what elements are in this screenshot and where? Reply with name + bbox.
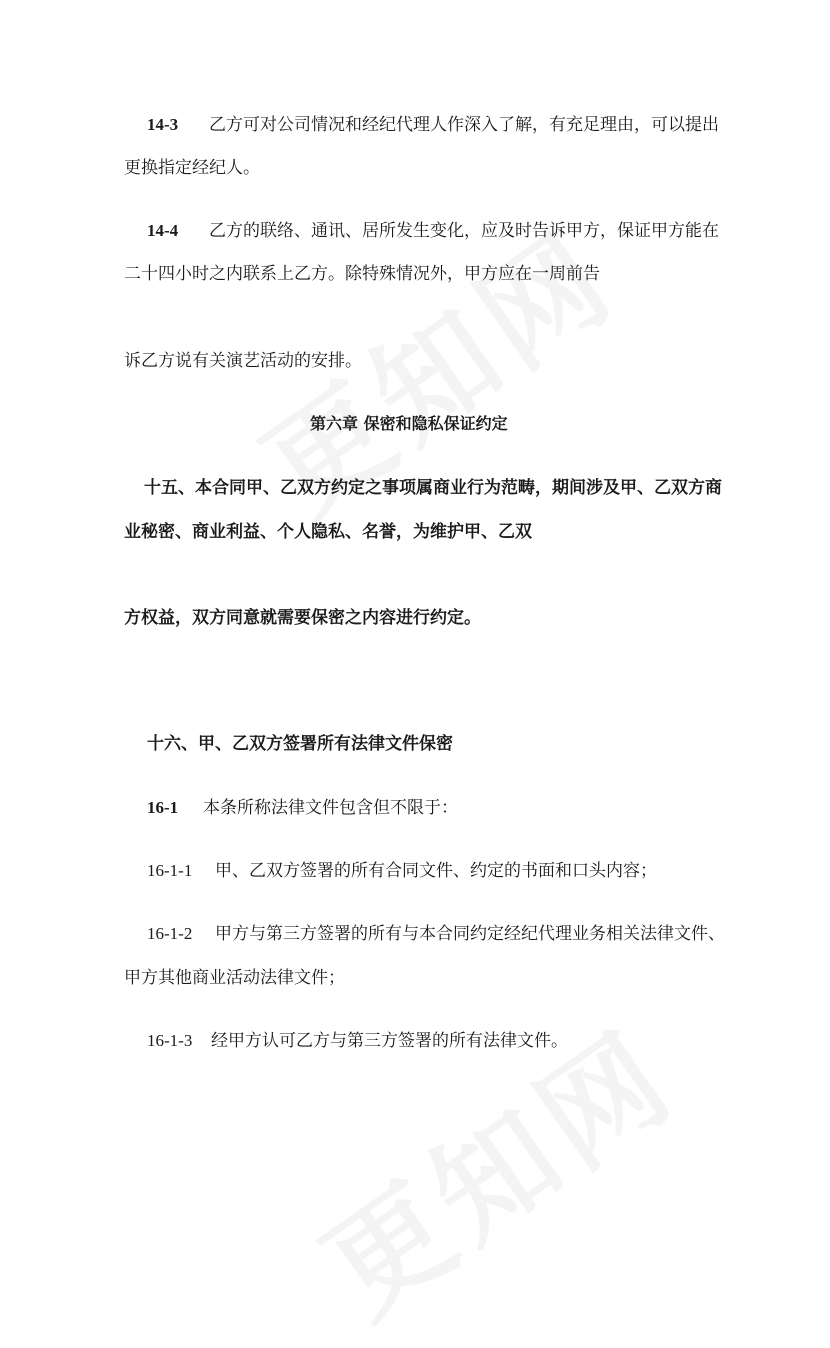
clause-number: 14-4 (147, 221, 179, 240)
clause-text: 甲、乙双方签署的所有合同文件、约定的书面和口头内容； (215, 861, 657, 881)
clause-number: 16-1-3 (147, 1031, 193, 1050)
chapter-title: 第六章 保密和隐私保证约定 (310, 414, 508, 433)
clause-16-1-2-line-2: 甲方其他商业活动法律文件； (124, 968, 345, 988)
clause-number: 16-1-2 (147, 924, 193, 943)
clause-text: 甲方与第三方签署的所有与本合同约定经纪代理业务相关法律文件、 (215, 924, 725, 944)
clause-14-3-line-2: 更换指定经纪人。 (124, 158, 260, 178)
clause-16-1 (147, 797, 458, 819)
clause-16-1-2-line-1 (147, 923, 725, 945)
clause-number: 16-1 (147, 798, 179, 817)
clause-16-1-1 (147, 860, 657, 882)
article-16-title: 十六、甲、乙双方签署所有法律文件保密 (147, 734, 453, 754)
clause-16-1-3 (147, 1030, 568, 1052)
clause-text: 本条所称法律文件包含但不限于： (203, 798, 458, 818)
clause-text: 乙方可对公司情况和经纪代理人作深入了解，有充足理由，可以提出 (209, 115, 719, 135)
clause-text: 乙方的联络、通讯、居所发生变化，应及时告诉甲方，保证甲方能在 (209, 221, 719, 241)
clause-14-4-line-2: 二十四小时之内联系上乙方。除特殊情况外，甲方应在一周前告 (124, 264, 600, 284)
clause-number: 16-1-1 (147, 861, 193, 880)
clause-14-4-line-1 (147, 220, 719, 242)
article-15-line-1: 十五、本合同甲、乙双方约定之事项属商业行为范畴，期间涉及甲、乙双方商 (144, 478, 722, 498)
clause-14-4-line-3: 诉乙方说有关演艺活动的安排。 (124, 351, 362, 371)
article-15-line-2: 业秘密、商业利益、个人隐私、名誉，为维护甲、乙双 (124, 522, 532, 542)
clause-text: 经甲方认可乙方与第三方签署的所有法律文件。 (211, 1031, 568, 1051)
article-15-line-3: 方权益，双方同意就需要保密之内容进行约定。 (124, 608, 481, 628)
clause-number: 14-3 (147, 115, 179, 134)
clause-14-3-line-1 (147, 114, 719, 136)
